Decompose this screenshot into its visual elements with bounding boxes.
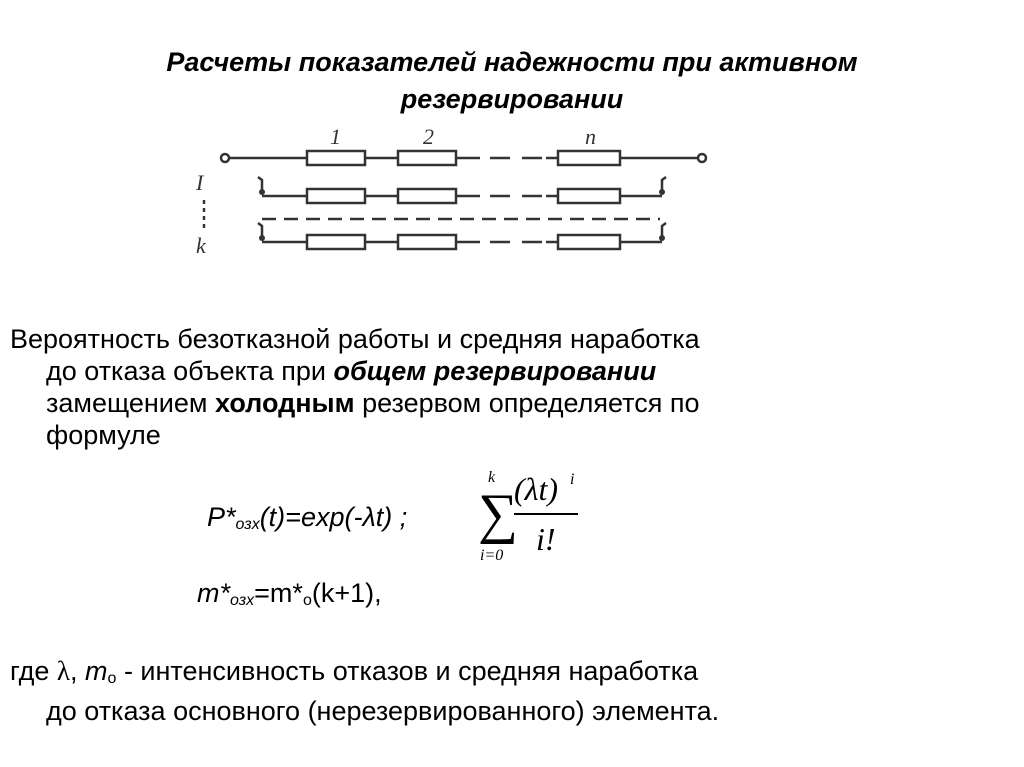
subscript-ozx: озх [230,592,255,609]
title-line-2: резервировании [400,84,624,114]
emphasis-cold: холодным [214,388,355,418]
formula-probability [207,502,407,534]
para-text: резервом определяется по [354,388,700,418]
footer-text: где [10,656,57,686]
slide-title [0,44,1024,118]
element-label-2: 2 [423,124,434,149]
symbol-lambda: λ [56,656,71,686]
element-label-n: n [585,124,596,149]
para-line-1: Вероятность безотказной работы и средняя наработка [10,324,700,354]
title-line-1: Расчеты показателей надежности при активном [166,47,858,77]
element-label-1: 1 [330,124,341,149]
para-line-2 [10,355,990,387]
description-paragraph [10,323,990,451]
para-line-4: формуле [46,420,161,450]
symbol-p: P* [207,502,236,532]
sum-expression [470,462,590,570]
formula-eq: =m* [254,578,303,608]
denominator: i! [536,521,556,557]
numerator-exponent: i [570,471,575,488]
footer-paragraph [10,655,990,727]
sum-lower-limit: i=0 [480,547,504,564]
para-line-3 [10,387,990,419]
sum-upper-limit: k [488,469,496,486]
para-text: замещением [46,388,215,418]
symbol-m0: m [85,656,108,686]
row-label-first: I [196,170,204,195]
formula-exp: (t)=exp(-λt) ; [259,502,408,532]
footer-line-2: до отказа основного (нерезервированного) элемента. [46,696,720,726]
numerator: (λt) [514,471,559,507]
row-label-last: k [196,233,206,258]
footer-text: - интенсивность отказов и средняя наработка [116,656,699,686]
sigma-symbol: ∑ [478,483,518,545]
subscript-o: o [107,670,117,687]
symbol-m: m* [197,578,230,608]
emphasis-general-redundancy: общем резервировании [333,356,657,386]
subscript-o: o [302,592,312,609]
subscript-ozx: озх [235,516,260,533]
footer-line-1 [10,655,990,695]
formula-factor: (k+1), [311,578,382,608]
formula-mean-time [197,578,382,610]
footer-text: , [70,656,86,686]
para-text: до отказа объекта при [46,356,334,386]
reliability-diagram [180,120,740,270]
